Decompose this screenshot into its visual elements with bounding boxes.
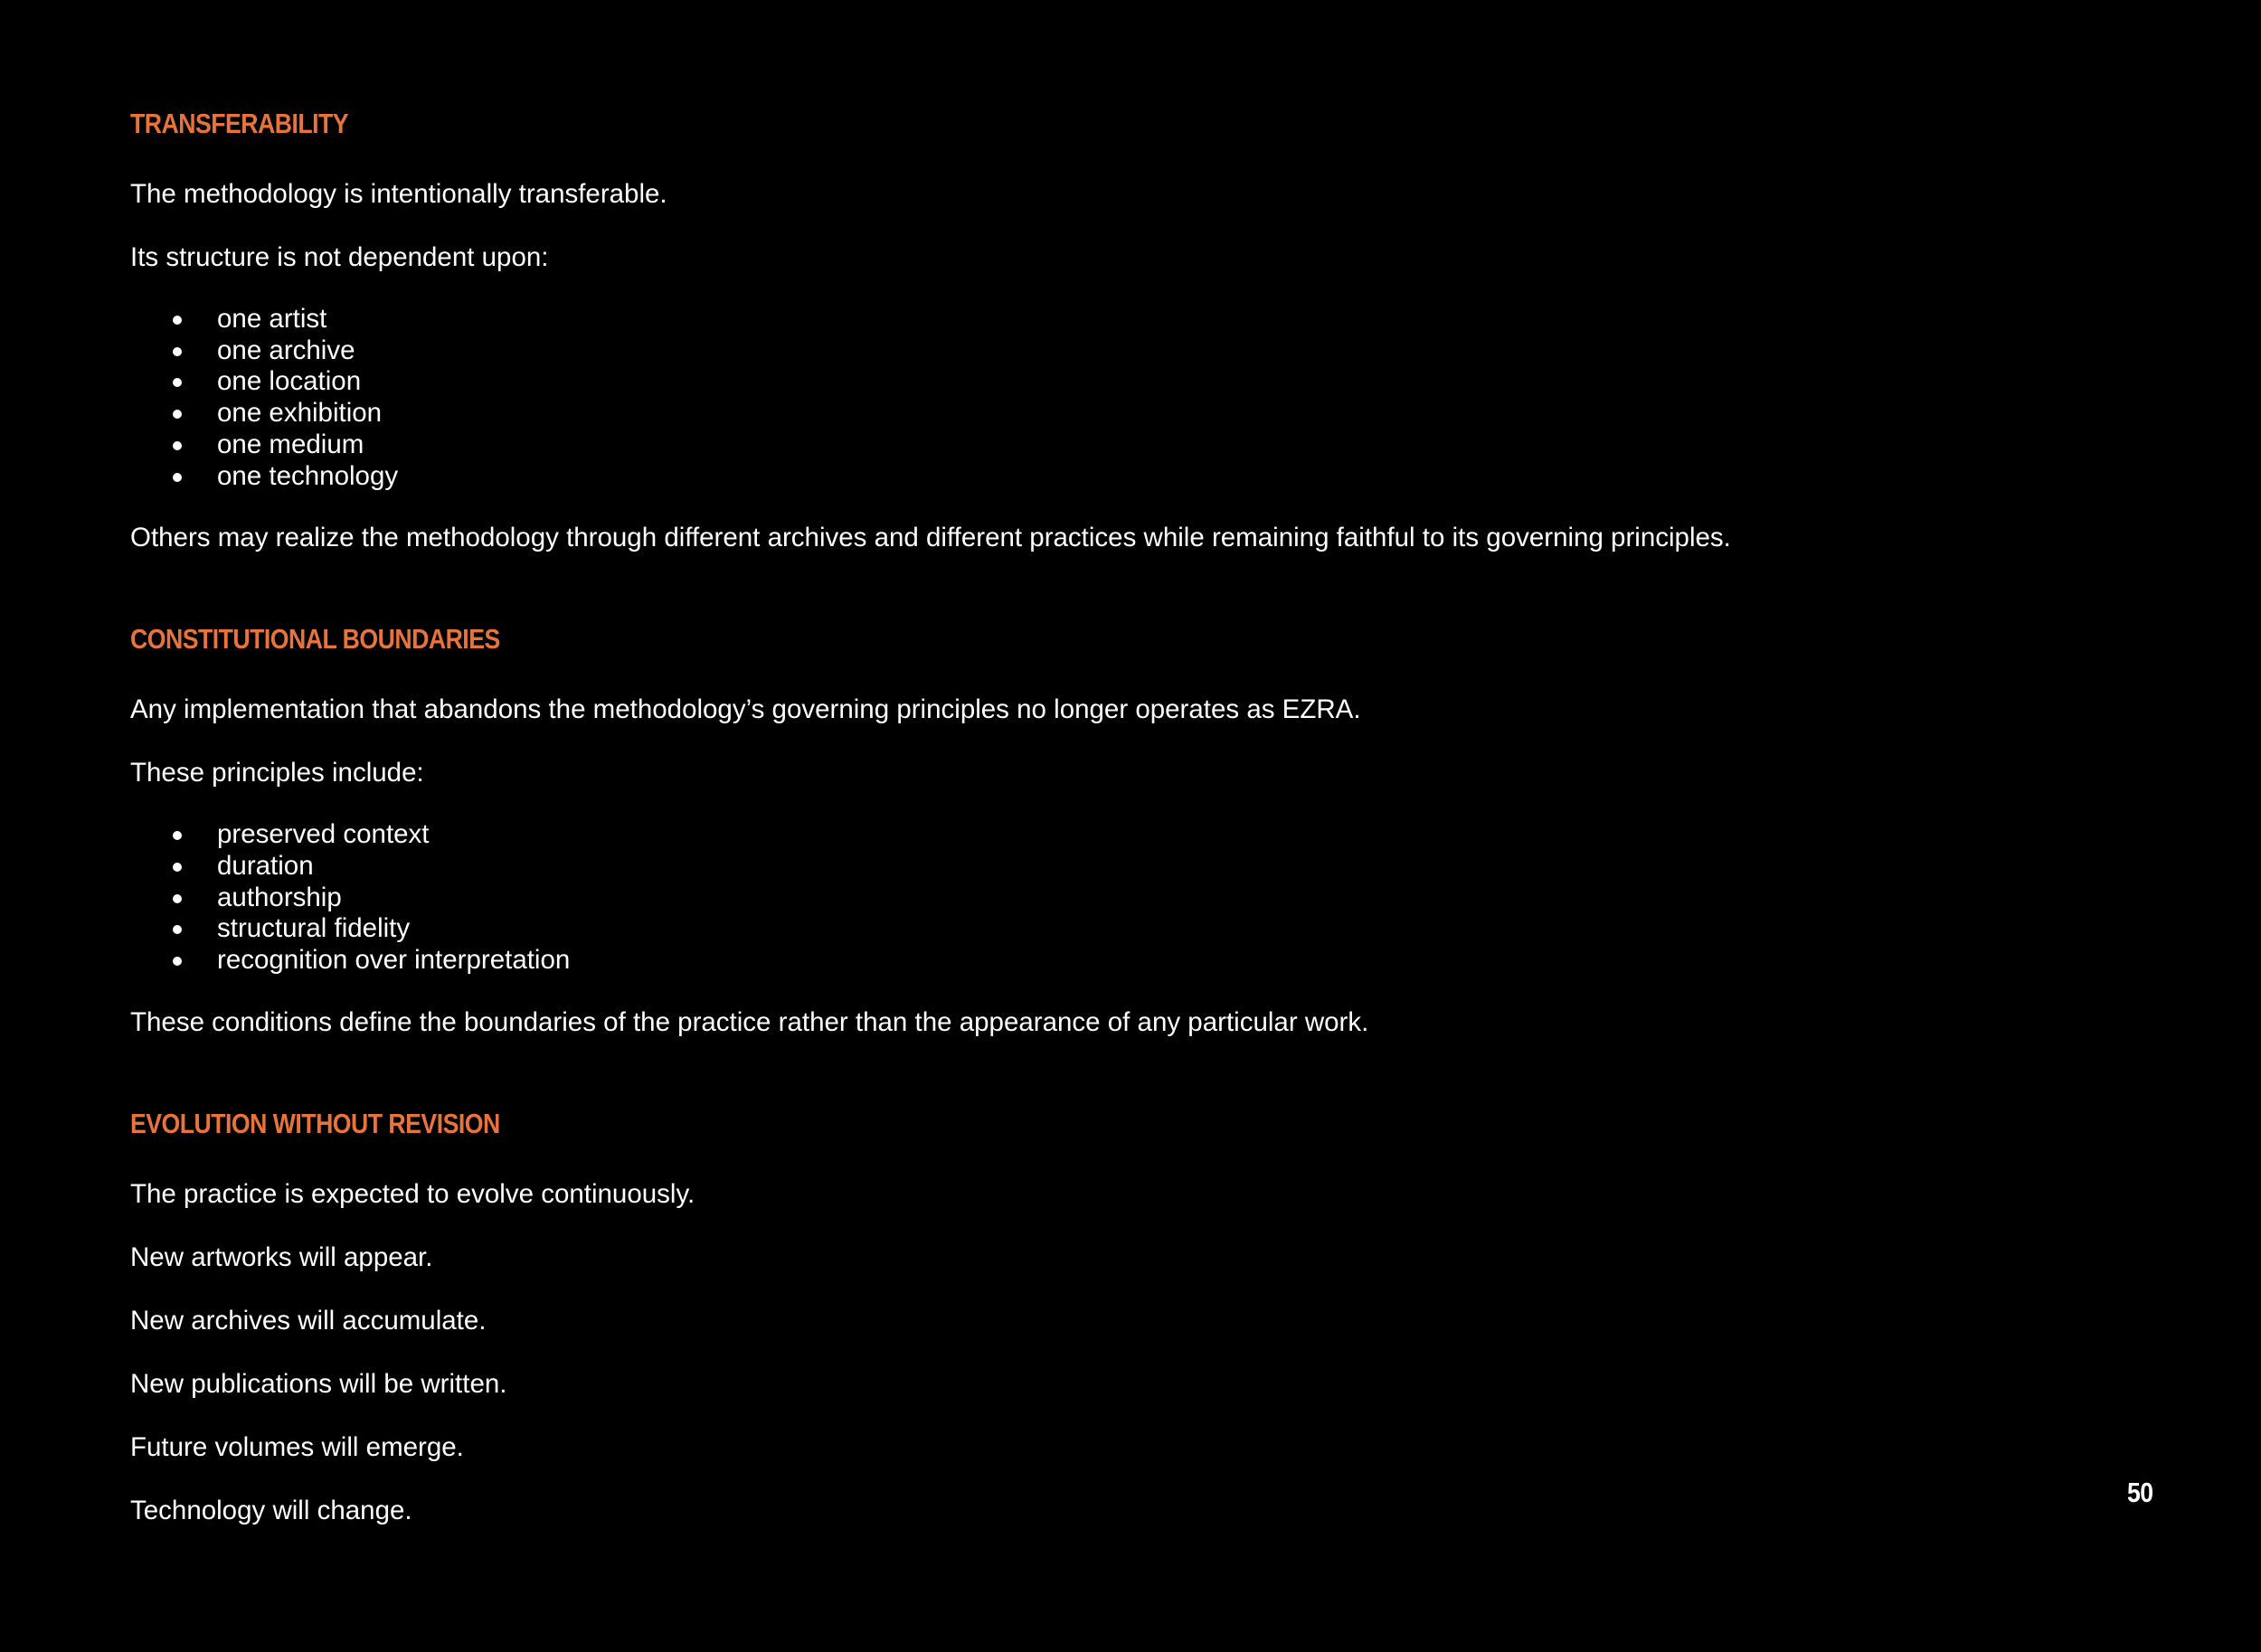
bullet-icon [173,863,182,872]
list-item-text: one location [217,366,362,397]
bullet-icon [173,410,182,419]
list-item-text: recognition over interpretation [217,945,571,976]
list-item-text: one technology [217,460,399,491]
list-item [130,851,2120,883]
bullet-icon [173,473,182,482]
bullet-icon [173,925,182,934]
paragraph: The methodology is intentionally transferable. [130,179,667,209]
paragraph: Others may realize the methodology through different archives and different practices while remaining faithful to its governing principles. [130,523,1731,553]
list-item-text: authorship [217,882,342,912]
list-item [130,366,2120,398]
paragraph: Its structure is not dependent upon: [130,242,549,272]
list-item [130,430,2120,461]
bullet-icon [173,378,182,387]
paragraph: These principles include: [130,758,424,788]
list-item-text: duration [217,850,314,881]
bullet-icon [173,441,182,450]
bullet-icon [173,316,182,325]
list-item-text: one archive [217,335,355,365]
paragraph: New publications will be written. [130,1368,507,1399]
bullet-list-dependencies [130,304,2120,492]
document-page [130,99,2120,1528]
paragraph: New artworks will appear. [130,1241,433,1272]
bullet-list-principles [130,819,2120,977]
section-heading-transferability: TRANSFERABILITY [130,108,349,139]
list-item [130,335,2120,367]
list-item-text: one artist [217,304,327,334]
paragraph: These conditions define the boundaries of the practice rather than the appearance of any particular work. [130,1006,1369,1037]
paragraph: New archives will accumulate. [130,1305,487,1336]
bullet-icon [173,831,182,840]
paragraph: Technology will change. [130,1495,412,1525]
list-item [130,304,2120,335]
bullet-icon [173,894,182,903]
paragraph: Future volumes will emerge. [130,1431,464,1462]
list-item-text: preserved context [217,819,430,850]
list-item [130,398,2120,430]
bullet-icon [173,957,182,966]
bullet-icon [173,347,182,356]
list-item [130,819,2120,851]
paragraph: The practice is expected to evolve continuously. [130,1178,695,1209]
section-heading-constitutional-boundaries: CONSTITUTIONAL BOUNDARIES [130,623,500,656]
list-item-text: one exhibition [217,398,383,429]
section-heading-evolution-without-revision: EVOLUTION WITHOUT REVISION [130,1107,500,1139]
list-item [130,913,2120,945]
paragraph: Any implementation that abandons the methodology’s governing principles no longer operates as EZRA. [130,694,1361,725]
list-item [130,945,2120,977]
list-item [130,461,2120,493]
list-item-text: one medium [217,429,364,459]
page-number: 50 [2127,1477,2153,1508]
list-item [130,883,2120,914]
list-item-text: structural fidelity [217,913,411,944]
